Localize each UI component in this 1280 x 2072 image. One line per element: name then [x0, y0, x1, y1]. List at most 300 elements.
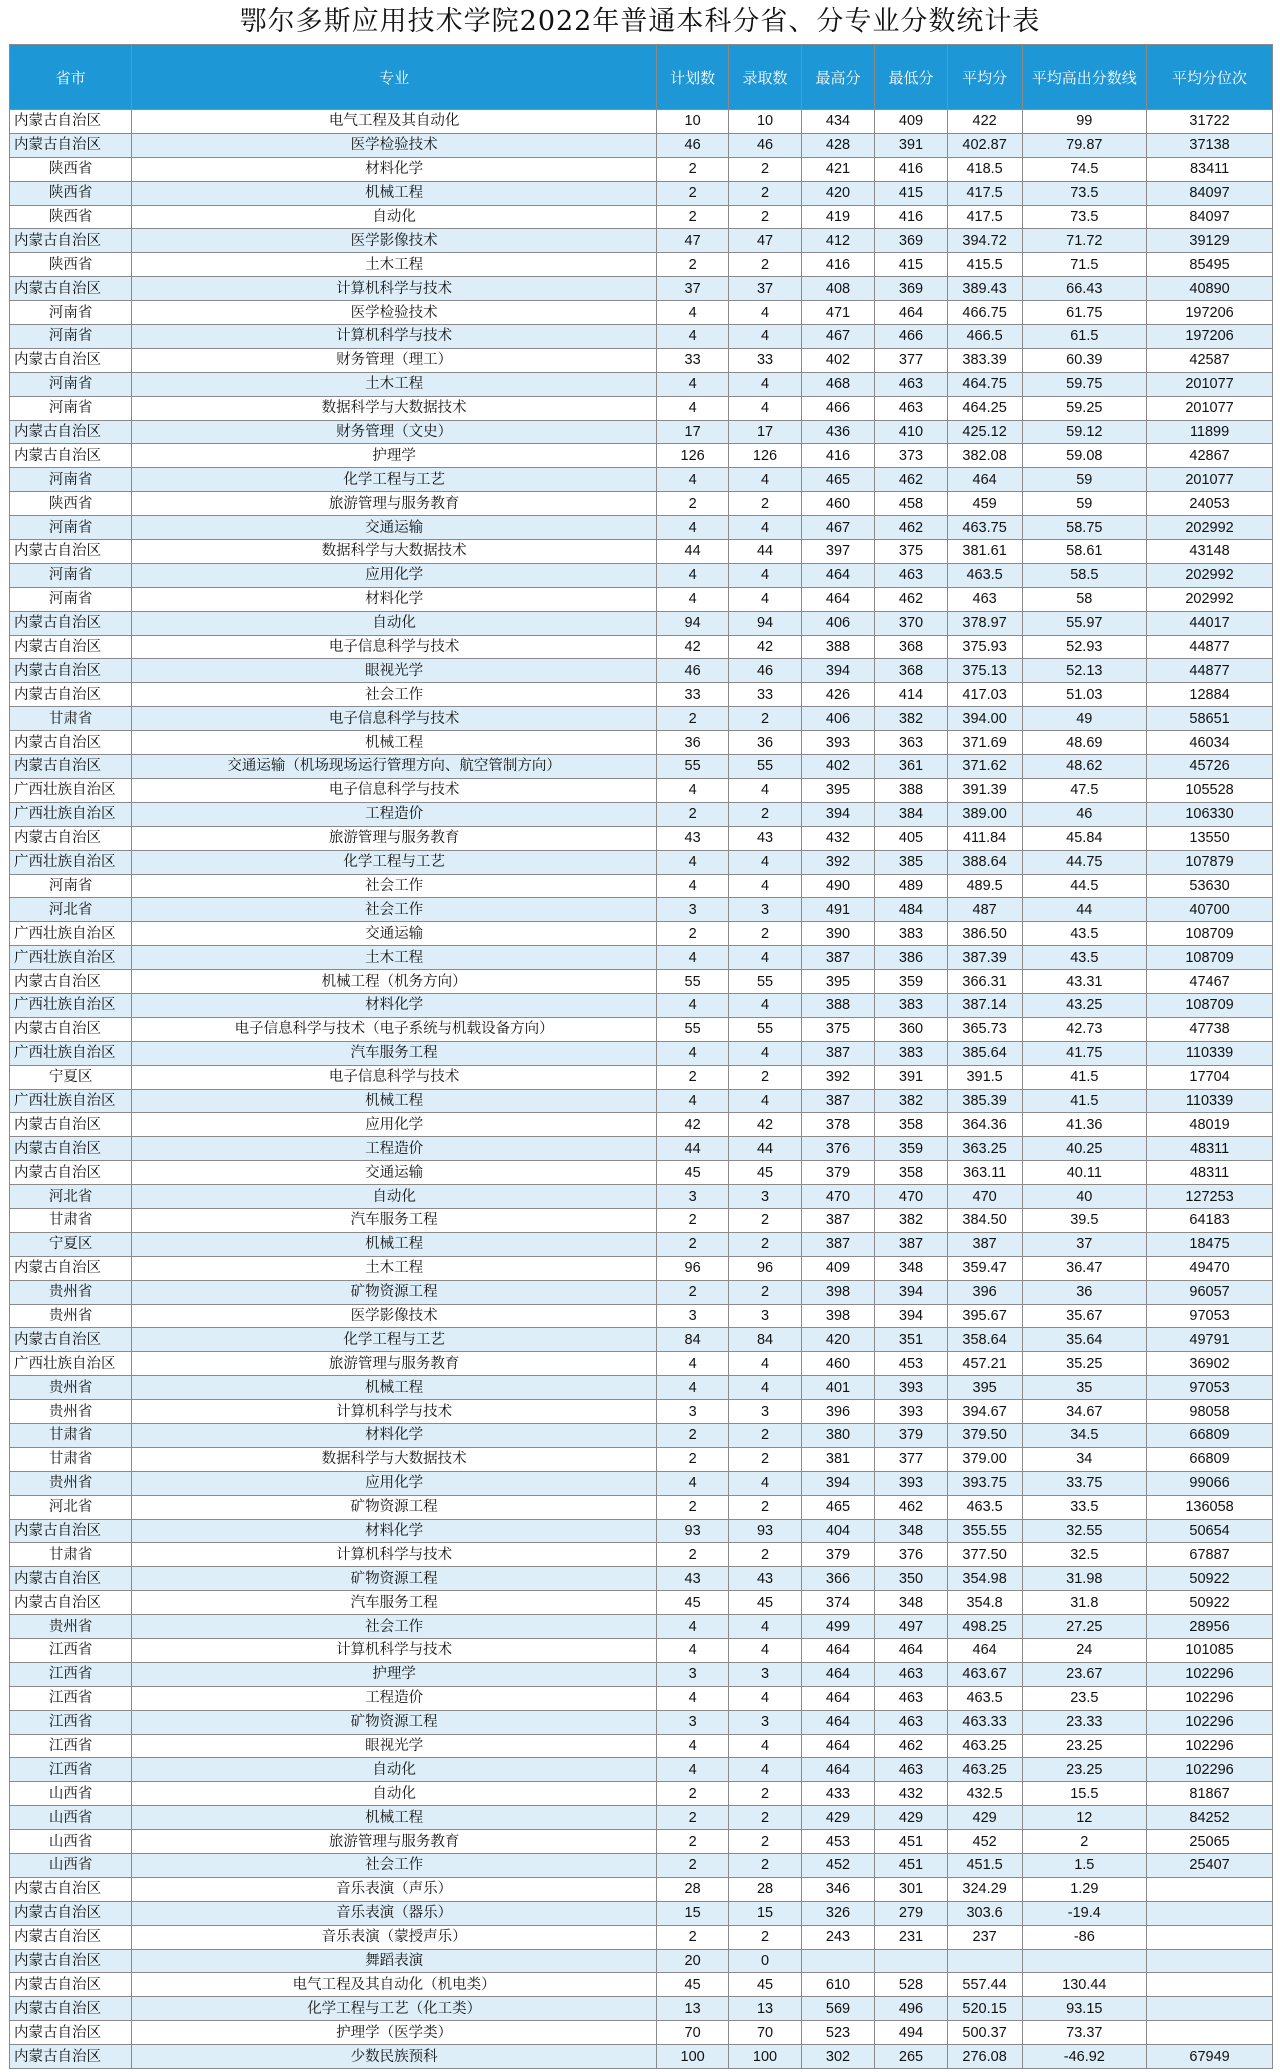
cell-plan: 4	[656, 325, 728, 349]
cell-above-line: 33.75	[1022, 1471, 1147, 1495]
cell-min: 391	[875, 133, 947, 157]
cell-above-line: 59	[1022, 492, 1147, 516]
cell-max: 416	[801, 444, 875, 468]
cell-max: 434	[801, 110, 875, 134]
cell-plan: 55	[656, 970, 728, 994]
table-row	[10, 993, 1273, 1017]
cell-above-line: 51.03	[1022, 683, 1147, 707]
cell-min: 393	[875, 1471, 947, 1495]
cell-major: 财务管理（理工）	[132, 348, 657, 372]
cell-province: 河南省	[10, 874, 132, 898]
cell-major: 化学工程与工艺（化工类）	[132, 1997, 657, 2021]
cell-admitted: 2	[729, 205, 801, 229]
table-row	[10, 1423, 1273, 1447]
cell-above-line: 31.8	[1022, 1591, 1147, 1615]
cell-above-line: 59	[1022, 468, 1147, 492]
cell-plan: 4	[656, 301, 728, 325]
cell-max: 460	[801, 492, 875, 516]
cell-plan: 2	[656, 1447, 728, 1471]
table-row	[10, 1161, 1273, 1185]
table-row	[10, 1925, 1273, 1949]
cell-avg-rank: 202992	[1147, 587, 1273, 611]
cell-plan: 2	[656, 1208, 728, 1232]
table-row	[10, 348, 1273, 372]
cell-max: 464	[801, 1639, 875, 1663]
cell-province: 甘肃省	[10, 1543, 132, 1567]
cell-avg-rank	[1147, 1877, 1273, 1901]
cell-above-line: 42.73	[1022, 1017, 1147, 1041]
table-row	[10, 1185, 1273, 1209]
cell-plan: 4	[656, 1041, 728, 1065]
cell-avg-rank: 46034	[1147, 731, 1273, 755]
cell-avg-rank: 108709	[1147, 922, 1273, 946]
cell-plan: 4	[656, 516, 728, 540]
cell-avg-rank: 48311	[1147, 1161, 1273, 1185]
cell-province: 河南省	[10, 587, 132, 611]
cell-min: 463	[875, 396, 947, 420]
cell-max: 436	[801, 420, 875, 444]
cell-admitted: 4	[729, 1758, 801, 1782]
table-row	[10, 1280, 1273, 1304]
table-row	[10, 253, 1273, 277]
cell-province: 贵州省	[10, 1400, 132, 1424]
cell-plan: 3	[656, 1710, 728, 1734]
cell-plan: 4	[656, 1758, 728, 1782]
cell-avg: 358.64	[947, 1328, 1022, 1352]
cell-avg: 371.62	[947, 755, 1022, 779]
cell-major: 数据科学与大数据技术	[132, 396, 657, 420]
cell-admitted: 4	[729, 1041, 801, 1065]
cell-province: 内蒙古自治区	[10, 826, 132, 850]
cell-avg: 364.36	[947, 1113, 1022, 1137]
cell-min: 489	[875, 874, 947, 898]
cell-avg: 377.50	[947, 1543, 1022, 1567]
cell-avg: 429	[947, 1806, 1022, 1830]
cell-above-line: 41.75	[1022, 1041, 1147, 1065]
cell-avg-rank: 202992	[1147, 563, 1273, 587]
cell-avg: 402.87	[947, 133, 1022, 157]
cell-major: 社会工作	[132, 683, 657, 707]
cell-max: 464	[801, 587, 875, 611]
cell-plan: 17	[656, 420, 728, 444]
cell-avg: 354.8	[947, 1591, 1022, 1615]
cell-major: 矿物资源工程	[132, 1567, 657, 1591]
cell-plan: 2	[656, 253, 728, 277]
cell-min: 451	[875, 1830, 947, 1854]
cell-province: 宁夏区	[10, 1065, 132, 1089]
cell-admitted: 2	[729, 253, 801, 277]
cell-plan: 70	[656, 2021, 728, 2045]
cell-avg: 386.50	[947, 922, 1022, 946]
cell-major: 交通运输	[132, 516, 657, 540]
cell-avg: 303.6	[947, 1901, 1022, 1925]
cell-avg: 463.5	[947, 1495, 1022, 1519]
cell-max: 426	[801, 683, 875, 707]
cell-province: 贵州省	[10, 1615, 132, 1639]
cell-plan: 3	[656, 1304, 728, 1328]
cell-admitted: 2	[729, 1854, 801, 1878]
cell-plan: 3	[656, 1400, 728, 1424]
cell-min: 360	[875, 1017, 947, 1041]
cell-plan: 2	[656, 492, 728, 516]
cell-max: 401	[801, 1376, 875, 1400]
cell-max: 468	[801, 372, 875, 396]
cell-min: 369	[875, 229, 947, 253]
cell-admitted: 47	[729, 229, 801, 253]
cell-min: 453	[875, 1352, 947, 1376]
cell-major: 交通运输	[132, 922, 657, 946]
cell-province: 贵州省	[10, 1471, 132, 1495]
cell-province: 内蒙古自治区	[10, 683, 132, 707]
cell-province: 内蒙古自治区	[10, 277, 132, 301]
cell-avg: 464	[947, 1639, 1022, 1663]
cell-major: 电气工程及其自动化	[132, 110, 657, 134]
cell-avg: 463.33	[947, 1710, 1022, 1734]
cell-plan: 2	[656, 1806, 728, 1830]
cell-min: 429	[875, 1806, 947, 1830]
cell-plan: 4	[656, 874, 728, 898]
cell-province: 江西省	[10, 1662, 132, 1686]
table-row	[10, 1734, 1273, 1758]
cell-province: 内蒙古自治区	[10, 1949, 132, 1973]
cell-major: 电子信息科学与技术（电子系统与机载设备方向）	[132, 1017, 657, 1041]
cell-above-line: 45.84	[1022, 826, 1147, 850]
cell-max: 406	[801, 611, 875, 635]
cell-plan: 2	[656, 1830, 728, 1854]
cell-min: 358	[875, 1113, 947, 1137]
cell-major: 计算机科学与技术	[132, 1639, 657, 1663]
cell-major: 自动化	[132, 1782, 657, 1806]
cell-major: 机械工程	[132, 731, 657, 755]
cell-avg-rank: 47467	[1147, 970, 1273, 994]
cell-major: 数据科学与大数据技术	[132, 540, 657, 564]
cell-avg-rank: 84097	[1147, 205, 1273, 229]
cell-province: 河南省	[10, 372, 132, 396]
cell-province: 广西壮族自治区	[10, 802, 132, 826]
cell-above-line: 23.33	[1022, 1710, 1147, 1734]
cell-major: 应用化学	[132, 1471, 657, 1495]
table-row	[10, 874, 1273, 898]
cell-admitted: 4	[729, 1734, 801, 1758]
cell-plan: 2	[656, 1782, 728, 1806]
table-row	[10, 516, 1273, 540]
cell-major: 医学影像技术	[132, 1304, 657, 1328]
table-row	[10, 898, 1273, 922]
cell-avg: 389.43	[947, 277, 1022, 301]
cell-above-line: -19.4	[1022, 1901, 1147, 1925]
cell-avg: 394.00	[947, 707, 1022, 731]
cell-province: 甘肃省	[10, 1208, 132, 1232]
cell-admitted: 2	[729, 492, 801, 516]
table-row	[10, 1471, 1273, 1495]
cell-min: 382	[875, 1089, 947, 1113]
cell-avg: 383.39	[947, 348, 1022, 372]
table-row	[10, 372, 1273, 396]
cell-min: 463	[875, 1710, 947, 1734]
cell-avg-rank: 13550	[1147, 826, 1273, 850]
cell-major: 机械工程	[132, 1232, 657, 1256]
table-row	[10, 1949, 1273, 1973]
cell-admitted: 4	[729, 1686, 801, 1710]
cell-above-line: 73.37	[1022, 2021, 1147, 2045]
cell-major: 应用化学	[132, 1113, 657, 1137]
cell-major: 化学工程与工艺	[132, 468, 657, 492]
cell-admitted: 3	[729, 1304, 801, 1328]
cell-major: 计算机科学与技术	[132, 1543, 657, 1567]
cell-max: 466	[801, 396, 875, 420]
cell-province: 甘肃省	[10, 1447, 132, 1471]
cell-avg-rank: 97053	[1147, 1304, 1273, 1328]
cell-avg: 432.5	[947, 1782, 1022, 1806]
cell-avg-rank: 42587	[1147, 348, 1273, 372]
cell-above-line: 24	[1022, 1639, 1147, 1663]
cell-plan: 47	[656, 229, 728, 253]
cell-major: 自动化	[132, 205, 657, 229]
cell-avg-rank: 67949	[1147, 2045, 1273, 2069]
cell-max: 419	[801, 205, 875, 229]
cell-max: 387	[801, 1208, 875, 1232]
cell-province: 河北省	[10, 1185, 132, 1209]
cell-admitted: 3	[729, 898, 801, 922]
cell-plan: 96	[656, 1256, 728, 1280]
cell-plan: 33	[656, 348, 728, 372]
cell-avg: 500.37	[947, 2021, 1022, 2045]
cell-avg-rank: 58651	[1147, 707, 1273, 731]
cell-max: 398	[801, 1304, 875, 1328]
cell-max: 375	[801, 1017, 875, 1041]
cell-avg-rank	[1147, 1925, 1273, 1949]
cell-min: 484	[875, 898, 947, 922]
cell-min: 348	[875, 1591, 947, 1615]
cell-major: 计算机科学与技术	[132, 325, 657, 349]
cell-above-line: 23.5	[1022, 1686, 1147, 1710]
cell-avg-rank: 102296	[1147, 1662, 1273, 1686]
cell-province: 内蒙古自治区	[10, 1017, 132, 1041]
cell-major: 材料化学	[132, 157, 657, 181]
page-title: 鄂尔多斯应用技术学院2022年普通本科分省、分专业分数统计表	[239, 6, 1041, 37]
table-row	[10, 587, 1273, 611]
cell-min: 382	[875, 707, 947, 731]
cell-avg-rank: 201077	[1147, 396, 1273, 420]
cell-max: 387	[801, 1089, 875, 1113]
cell-admitted: 70	[729, 2021, 801, 2045]
cell-major: 社会工作	[132, 1854, 657, 1878]
cell-major: 工程造价	[132, 802, 657, 826]
cell-plan: 44	[656, 1137, 728, 1161]
cell-plan: 15	[656, 1901, 728, 1925]
table-row	[10, 277, 1273, 301]
table-row	[10, 325, 1273, 349]
cell-avg: 378.97	[947, 611, 1022, 635]
cell-max: 464	[801, 1734, 875, 1758]
cell-avg: 466.5	[947, 325, 1022, 349]
cell-avg-rank: 108709	[1147, 946, 1273, 970]
table-row	[10, 922, 1273, 946]
cell-above-line: 32.55	[1022, 1519, 1147, 1543]
cell-plan: 2	[656, 205, 728, 229]
cell-plan: 55	[656, 755, 728, 779]
cell-major: 旅游管理与服务教育	[132, 1830, 657, 1854]
cell-min: 231	[875, 1925, 947, 1949]
cell-plan: 20	[656, 1949, 728, 1973]
cell-major: 工程造价	[132, 1137, 657, 1161]
cell-admitted: 4	[729, 301, 801, 325]
cell-min: 348	[875, 1519, 947, 1543]
cell-min: 368	[875, 635, 947, 659]
cell-above-line: -46.92	[1022, 2045, 1147, 2069]
cell-plan: 4	[656, 587, 728, 611]
cell-max: 394	[801, 1471, 875, 1495]
cell-major: 旅游管理与服务教育	[132, 826, 657, 850]
cell-admitted: 4	[729, 1376, 801, 1400]
table-row	[10, 133, 1273, 157]
cell-avg-rank: 44017	[1147, 611, 1273, 635]
cell-major: 工程造价	[132, 1686, 657, 1710]
cell-major: 旅游管理与服务教育	[132, 1352, 657, 1376]
cell-admitted: 2	[729, 1925, 801, 1949]
table-row	[10, 563, 1273, 587]
cell-min: 462	[875, 1495, 947, 1519]
cell-province: 陕西省	[10, 253, 132, 277]
table-row	[10, 1543, 1273, 1567]
cell-min: 416	[875, 205, 947, 229]
cell-province: 内蒙古自治区	[10, 1973, 132, 1997]
cell-plan: 2	[656, 1925, 728, 1949]
cell-avg: 557.44	[947, 1973, 1022, 1997]
cell-admitted: 55	[729, 970, 801, 994]
cell-min: 376	[875, 1543, 947, 1567]
cell-max: 394	[801, 659, 875, 683]
cell-min: 462	[875, 468, 947, 492]
cell-above-line: 59.25	[1022, 396, 1147, 420]
cell-avg: 489.5	[947, 874, 1022, 898]
cell-max: 467	[801, 516, 875, 540]
cell-min: 466	[875, 325, 947, 349]
cell-major: 电子信息科学与技术	[132, 778, 657, 802]
cell-avg-rank: 45726	[1147, 755, 1273, 779]
cell-above-line: 40.25	[1022, 1137, 1147, 1161]
cell-admitted: 45	[729, 1591, 801, 1615]
cell-plan: 2	[656, 802, 728, 826]
cell-major: 自动化	[132, 1185, 657, 1209]
cell-min: 496	[875, 1997, 947, 2021]
cell-min: 383	[875, 1041, 947, 1065]
cell-max: 379	[801, 1161, 875, 1185]
cell-min: 391	[875, 1065, 947, 1089]
table-row	[10, 1591, 1273, 1615]
cell-admitted: 2	[729, 1806, 801, 1830]
cell-admitted: 4	[729, 1639, 801, 1663]
cell-avg: 394.67	[947, 1400, 1022, 1424]
cell-plan: 46	[656, 133, 728, 157]
cell-major: 汽车服务工程	[132, 1591, 657, 1615]
cell-province: 河南省	[10, 301, 132, 325]
cell-above-line: 74.5	[1022, 157, 1147, 181]
cell-max: 387	[801, 946, 875, 970]
cell-major: 土木工程	[132, 372, 657, 396]
cell-avg-rank: 201077	[1147, 372, 1273, 396]
cell-plan: 94	[656, 611, 728, 635]
cell-above-line: 43.5	[1022, 922, 1147, 946]
table-row	[10, 205, 1273, 229]
cell-min: 462	[875, 587, 947, 611]
table-row	[10, 683, 1273, 707]
table-row	[10, 1041, 1273, 1065]
cell-province: 内蒙古自治区	[10, 444, 132, 468]
cell-min: 528	[875, 1973, 947, 1997]
cell-avg-rank: 81867	[1147, 1782, 1273, 1806]
cell-avg: 391.5	[947, 1065, 1022, 1089]
cell-min: 370	[875, 611, 947, 635]
cell-above-line: 12	[1022, 1806, 1147, 1830]
cell-max: 388	[801, 635, 875, 659]
cell-above-line: 73.5	[1022, 205, 1147, 229]
cell-avg-rank: 43148	[1147, 540, 1273, 564]
cell-avg: 355.55	[947, 1519, 1022, 1543]
cell-admitted: 33	[729, 348, 801, 372]
cell-avg: 276.08	[947, 2045, 1022, 2069]
cell-avg: 387	[947, 1232, 1022, 1256]
cell-province: 内蒙古自治区	[10, 755, 132, 779]
cell-min: 388	[875, 778, 947, 802]
cell-admitted: 2	[729, 1280, 801, 1304]
cell-admitted: 2	[729, 1447, 801, 1471]
cell-admitted: 55	[729, 755, 801, 779]
cell-plan: 2	[656, 1232, 728, 1256]
cell-avg-rank: 102296	[1147, 1710, 1273, 1734]
cell-province: 内蒙古自治区	[10, 1901, 132, 1925]
cell-above-line	[1022, 1949, 1147, 1973]
cell-plan: 37	[656, 277, 728, 301]
cell-avg-rank: 67887	[1147, 1543, 1273, 1567]
cell-province: 山西省	[10, 1782, 132, 1806]
cell-avg-rank: 25065	[1147, 1830, 1273, 1854]
table-row	[10, 731, 1273, 755]
cell-admitted: 3	[729, 1710, 801, 1734]
cell-province: 内蒙古自治区	[10, 1113, 132, 1137]
cell-major: 机械工程	[132, 181, 657, 205]
cell-avg	[947, 1949, 1022, 1973]
cell-admitted: 4	[729, 563, 801, 587]
cell-avg-rank	[1147, 1901, 1273, 1925]
cell-max: 398	[801, 1280, 875, 1304]
cell-max: 490	[801, 874, 875, 898]
cell-province: 内蒙古自治区	[10, 1256, 132, 1280]
cell-min: 497	[875, 1615, 947, 1639]
cell-max: 464	[801, 563, 875, 587]
cell-above-line: 58	[1022, 587, 1147, 611]
cell-above-line: 33.5	[1022, 1495, 1147, 1519]
cell-max: 404	[801, 1519, 875, 1543]
cell-admitted: 2	[729, 1543, 801, 1567]
cell-province: 内蒙古自治区	[10, 1137, 132, 1161]
cell-avg: 463.75	[947, 516, 1022, 540]
table-row	[10, 1567, 1273, 1591]
cell-avg-rank: 105528	[1147, 778, 1273, 802]
cell-avg: 470	[947, 1185, 1022, 1209]
cell-plan: 3	[656, 1185, 728, 1209]
cell-province: 山西省	[10, 1830, 132, 1854]
cell-major: 土木工程	[132, 1256, 657, 1280]
cell-province: 江西省	[10, 1710, 132, 1734]
cell-plan: 4	[656, 372, 728, 396]
cell-max: 374	[801, 1591, 875, 1615]
cell-major: 医学影像技术	[132, 229, 657, 253]
cell-above-line: 32.5	[1022, 1543, 1147, 1567]
col-header-plan: 计划数	[656, 45, 728, 110]
cell-above-line: 23.67	[1022, 1662, 1147, 1686]
cell-avg: 379.00	[947, 1447, 1022, 1471]
